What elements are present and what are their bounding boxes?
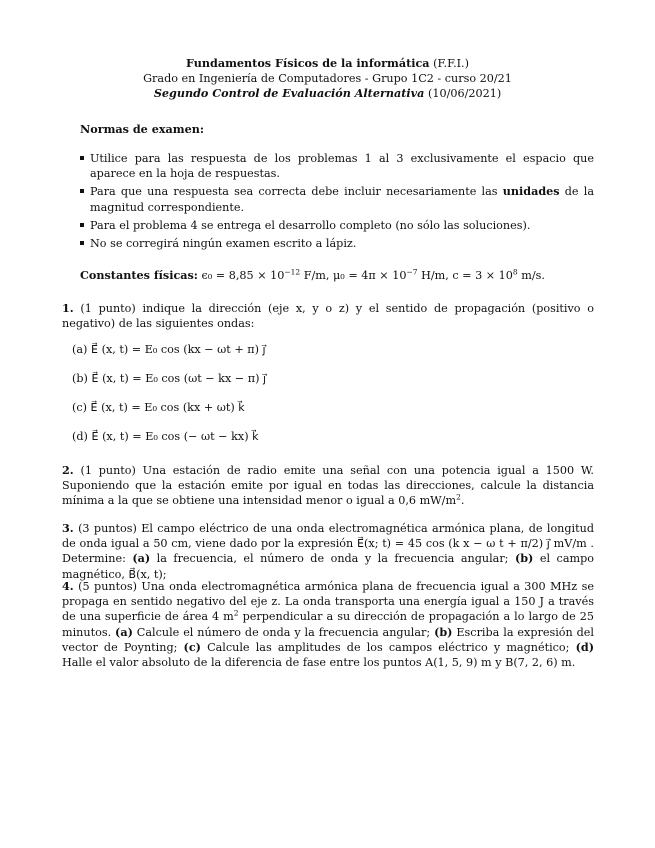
problem-text-2: la frecuencia, el número de onda y la frecuencia angular;	[150, 552, 515, 566]
bullet-icon	[80, 223, 84, 227]
rule-text: No se corregirá ningún examen escrito a lápiz.	[90, 237, 357, 251]
problem-text: (1 punto) indique la dirección (eje x, y o z) y el sentido de propagación (positivo o negativo) de las siguientes ondas:	[62, 302, 594, 331]
problem-text-end: .	[460, 494, 465, 508]
wave-part-c: (c) E⃗ (x, t) = E₀ cos (kx + ωt) k⃗	[72, 401, 245, 414]
subpart-d-label: (d)	[575, 639, 594, 654]
wave-part-d: (d) E⃗ (x, t) = E₀ cos (− ωt − kx) k⃗	[72, 430, 259, 443]
problem-1	[62, 301, 594, 331]
subpart-b-label: (b)	[434, 624, 453, 639]
bullet-icon	[80, 241, 84, 245]
problem-number: 2.	[62, 463, 74, 477]
constant-epsilon-unit: F/m,	[300, 269, 334, 282]
problem-text-2: perpendicular a su dirección de propagación a lo largo de 25 minutos.	[62, 610, 594, 639]
problem-text-4: Escriba la expresión del vector de Poynting;	[62, 625, 594, 654]
problem-text-6: Halle el valor absoluto de la diferencia de fase entre los puntos A(1, 5, 9) m y B(7, 2, 6) m.	[62, 656, 576, 670]
physical-constants	[80, 268, 545, 283]
constant-epsilon-exp: −12	[284, 267, 301, 277]
rule-text-before: Para que una respuesta sea correcta debe incluir necesariamente las	[90, 185, 503, 199]
problem-text-1: (3 puntos) El campo eléctrico de una onda electromagnética armónica plana, de longitud de onda igual a 50 cm, viene dado por la expresión E⃗(x; t) = 45 cos (k x − ω t + π/2) j⃗ mV/m . Determine:	[62, 522, 594, 566]
rules-title: Normas de examen:	[80, 122, 204, 136]
subpart-c-label: (c)	[183, 639, 201, 654]
course-line	[0, 56, 655, 71]
problem-4	[62, 579, 594, 670]
constants-label: Constantes físicas:	[80, 268, 198, 282]
problem-text-1: (5 puntos) Una onda electromagnética armónica plana de frecuencia igual a 300 MHz se propaga en sentido negativo del eje z. La onda transporta una energía igual a 150 J a través de una superficie de área 4 m	[62, 580, 595, 624]
bullet-icon	[80, 156, 84, 160]
problem-2	[62, 463, 594, 509]
problem-3	[62, 521, 594, 582]
exam-title: Segundo Control de Evaluación Alternativa	[153, 86, 425, 100]
exam-date: (10/06/2021)	[427, 87, 502, 100]
rule-text: Para el problema 4 se entrega el desarrollo completo (no sólo las soluciones).	[90, 218, 531, 232]
constant-mu-exp: −7	[406, 267, 418, 277]
wave-part-a: (a) E⃗ (x, t) = E₀ cos (kx − ωt + π) j⃗	[72, 343, 266, 356]
rules-list	[80, 151, 594, 254]
rule-item	[80, 236, 594, 251]
rule-text: Utilice para las respuesta de los problemas 1 al 3 exclusivamente el espacio que aparece en la hoja de respuestas.	[90, 152, 594, 181]
subpart-a-label: (a)	[115, 624, 133, 639]
problem-1-parts	[72, 342, 266, 458]
rule-item	[80, 184, 594, 214]
problem-number: 3.	[62, 521, 74, 535]
constant-c-unit: m/s.	[517, 269, 545, 282]
constant-mu-unit: H/m,	[417, 269, 453, 282]
constant-mu: μ₀ = 4π × 10	[333, 269, 407, 282]
wave-part-b: (b) E⃗ (x, t) = E₀ cos (ωt − kx − π) j⃗	[72, 372, 267, 385]
rule-text-after: de la magnitud correspondiente.	[90, 185, 594, 214]
problem-text-3: Calcule el número de onda y la frecuencia angular;	[132, 625, 435, 639]
constant-c: c = 3 × 10	[452, 269, 513, 282]
constant-epsilon: ϵ₀ = 8,85 × 10	[201, 269, 285, 282]
course-abbr: (F.F.I.)	[433, 57, 469, 70]
problem-text: (1 punto) Una estación de radio emite una señal con una potencia igual a 1500 W. Suponiendo que la estación emite por igual en todas las direcciones, calcule la distancia mínima a la que se obtiene una intensidad menor o igual a 0,6 mW/m	[62, 464, 594, 508]
rule-item	[80, 218, 594, 233]
rule-text-bold: unidades	[502, 184, 560, 199]
exam-header	[0, 56, 655, 101]
rule-item	[80, 151, 594, 181]
problem-text-sup: 2	[456, 492, 461, 502]
subpart-a-label: (a)	[132, 551, 151, 566]
problem-number: 1.	[62, 301, 74, 315]
bullet-icon	[80, 189, 84, 193]
problem-text-sup: 2	[233, 608, 239, 618]
exam-title-line	[0, 86, 655, 101]
subpart-b-label: (b)	[514, 551, 534, 566]
course-name: Fundamentos Físicos de la informática	[186, 56, 430, 70]
problem-text-5: Calcule las amplitudes de los campos eléctrico y magnético;	[200, 640, 576, 654]
problem-number: 4.	[62, 579, 74, 593]
degree-line: Grado en Ingeniería de Computadores - Grupo 1C2 - curso 20/21	[143, 72, 512, 85]
problem-text-3: el campo magnético, B⃗(x, t);	[62, 552, 594, 581]
constant-c-exp: 8	[512, 267, 518, 277]
